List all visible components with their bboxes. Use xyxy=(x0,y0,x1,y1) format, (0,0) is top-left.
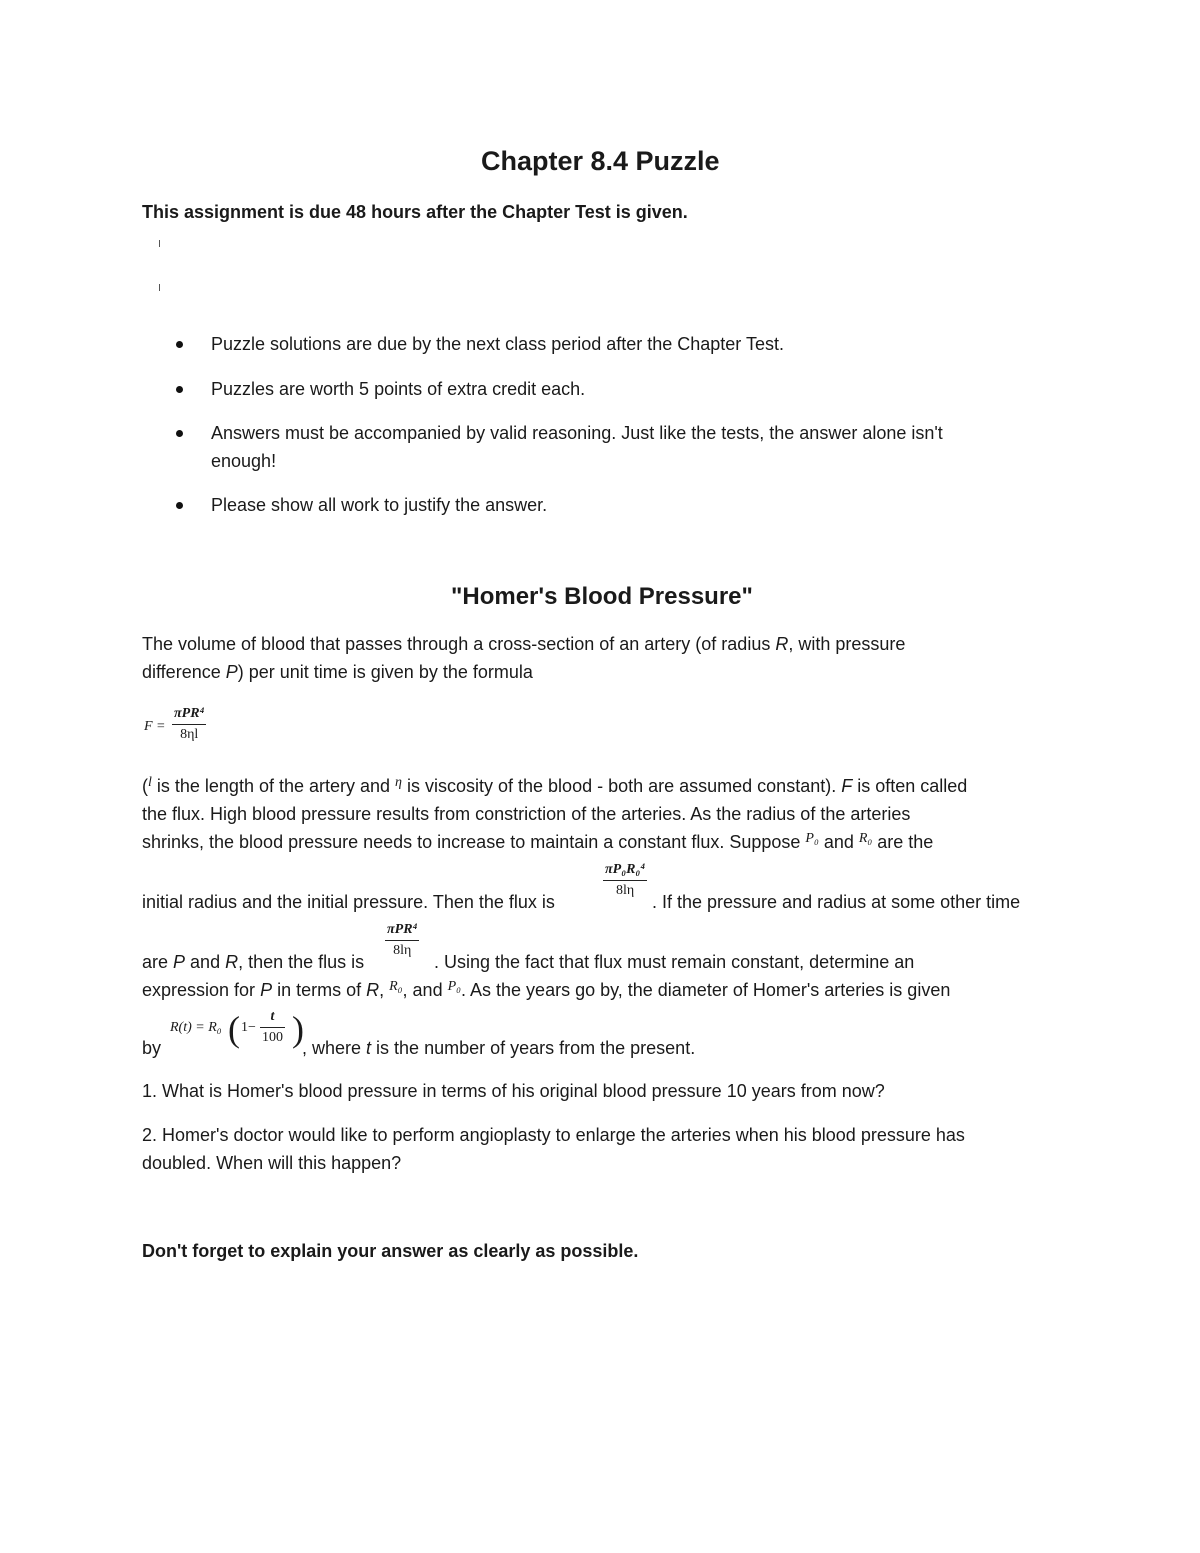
list-item: Puzzle solutions are due by the next class period after the Chapter Test. xyxy=(211,334,784,354)
paragraph-line: by xyxy=(142,1038,162,1058)
var-r: R xyxy=(225,952,239,972)
symbol-r0: R₀ xyxy=(389,979,403,994)
var-r: R xyxy=(366,980,380,1000)
text: , and xyxy=(402,980,448,1000)
page-title: Chapter 8.4 Puzzle xyxy=(481,146,720,176)
var-f: F xyxy=(841,776,853,796)
rt-one-minus: 1− xyxy=(241,1020,256,1035)
formula-numerator: πPR⁴ xyxy=(387,922,418,937)
text: ( xyxy=(142,776,148,796)
paragraph-line: the flux. High blood pressure results from constriction of the arteries. As the radius of the arteries xyxy=(142,804,911,824)
intro-line xyxy=(142,634,905,655)
formula-lhs: F = xyxy=(144,719,166,734)
text: , with pressure xyxy=(788,634,906,654)
bullet-icon xyxy=(176,341,183,348)
paragraph-line: . Using the fact that flux must remain constant, determine an xyxy=(434,952,915,972)
list-item: Puzzles are worth 5 points of extra credit each. xyxy=(211,379,586,399)
text: in terms of xyxy=(272,980,367,1000)
empty-line-marker xyxy=(159,240,160,247)
symbol-eta: η xyxy=(395,775,402,790)
footer-note: Don't forget to explain your answer as clearly as possible. xyxy=(142,1241,639,1261)
text: . As the years go by, the diameter of Homer's arteries is given xyxy=(461,980,951,1000)
bullet-icon xyxy=(176,430,183,437)
text: is often called xyxy=(852,776,968,796)
due-note: This assignment is due 48 hours after the Chapter Test is given. xyxy=(142,202,688,222)
formula-numerator: πP₀R₀⁴ xyxy=(605,862,646,877)
question-1: 1. What is Homer's blood pressure in terms of his original blood pressure 10 years from now? xyxy=(142,1081,885,1101)
paragraph-line: initial radius and the initial pressure. Then the flux is xyxy=(142,892,555,912)
formula-denominator: 8lη xyxy=(393,943,412,958)
fraction-bar xyxy=(603,880,647,881)
symbol-r0: R₀ xyxy=(858,831,873,846)
formula-numerator: t xyxy=(270,1009,275,1024)
text: , then the flus is xyxy=(238,952,365,972)
initial-flux-fraction xyxy=(603,862,647,899)
text: ) per unit time is given by the formula xyxy=(237,662,533,682)
paragraph-line xyxy=(142,832,933,853)
paragraph-line: . If the pressure and radius at some other time xyxy=(652,892,1021,912)
section-title: "Homer's Blood Pressure" xyxy=(451,583,753,610)
question-2: 2. Homer's doctor would like to perform angioplasty to enlarge the arteries when his blood pressure has xyxy=(142,1125,965,1145)
paragraph-line xyxy=(142,952,364,973)
fraction-bar xyxy=(260,1027,285,1028)
paren-right-icon: ) xyxy=(292,1009,304,1049)
var-p: P xyxy=(225,662,238,682)
text: difference xyxy=(142,662,226,682)
text: shrinks, the blood pressure needs to increase to maintain a constant flux. Suppose xyxy=(142,832,806,852)
formula-denominator: 8lη xyxy=(615,883,635,898)
var-t: t xyxy=(366,1038,372,1058)
var-r: R xyxy=(775,634,789,654)
text: The volume of blood that passes through a cross-section of an artery (of radius xyxy=(142,634,776,654)
text: are xyxy=(142,952,174,972)
text: , where xyxy=(302,1038,367,1058)
rt-formula-lhs: R(t) = R₀ xyxy=(170,1020,222,1035)
intro-line xyxy=(142,662,533,683)
text: and xyxy=(185,952,226,972)
question-2-continuation: doubled. When will this happen? xyxy=(142,1153,402,1173)
text: and xyxy=(818,832,859,852)
formula-numerator: πPR⁴ xyxy=(174,706,205,721)
var-p: P xyxy=(173,952,186,972)
fraction-bar xyxy=(385,940,419,941)
text: are the xyxy=(872,832,934,852)
bullet-icon xyxy=(176,386,183,393)
list-item: Answers must be accompanied by valid reasoning. Just like the tests, the answer alone isn't xyxy=(211,423,943,443)
main-formula-fraction xyxy=(172,706,206,743)
text: is viscosity of the blood - both are assumed constant). xyxy=(402,776,842,796)
text: is the length of the artery and xyxy=(151,776,396,796)
formula-denominator: 8ηl xyxy=(180,727,199,742)
flux-fraction xyxy=(385,922,419,959)
empty-line-marker xyxy=(159,284,160,291)
symbol-p0: P₀ xyxy=(447,979,462,994)
text: is the number of years from the present. xyxy=(371,1038,696,1058)
formula-denominator: 100 xyxy=(262,1030,283,1045)
symbol-p0: P₀ xyxy=(805,831,819,846)
paren-left-icon: ( xyxy=(228,1009,240,1049)
var-p: P xyxy=(260,980,273,1000)
paragraph-line xyxy=(142,980,950,1001)
paragraph-line xyxy=(302,1038,695,1059)
rt-fraction xyxy=(260,1009,285,1046)
symbol-l: l xyxy=(148,775,152,790)
paragraph-line xyxy=(142,776,967,797)
text: expression for xyxy=(142,980,261,1000)
list-item: Please show all work to justify the answer. xyxy=(211,495,548,515)
text: , xyxy=(379,980,390,1000)
fraction-bar xyxy=(172,724,206,725)
list-item-continuation: enough! xyxy=(211,451,277,471)
bullet-icon xyxy=(176,502,183,509)
